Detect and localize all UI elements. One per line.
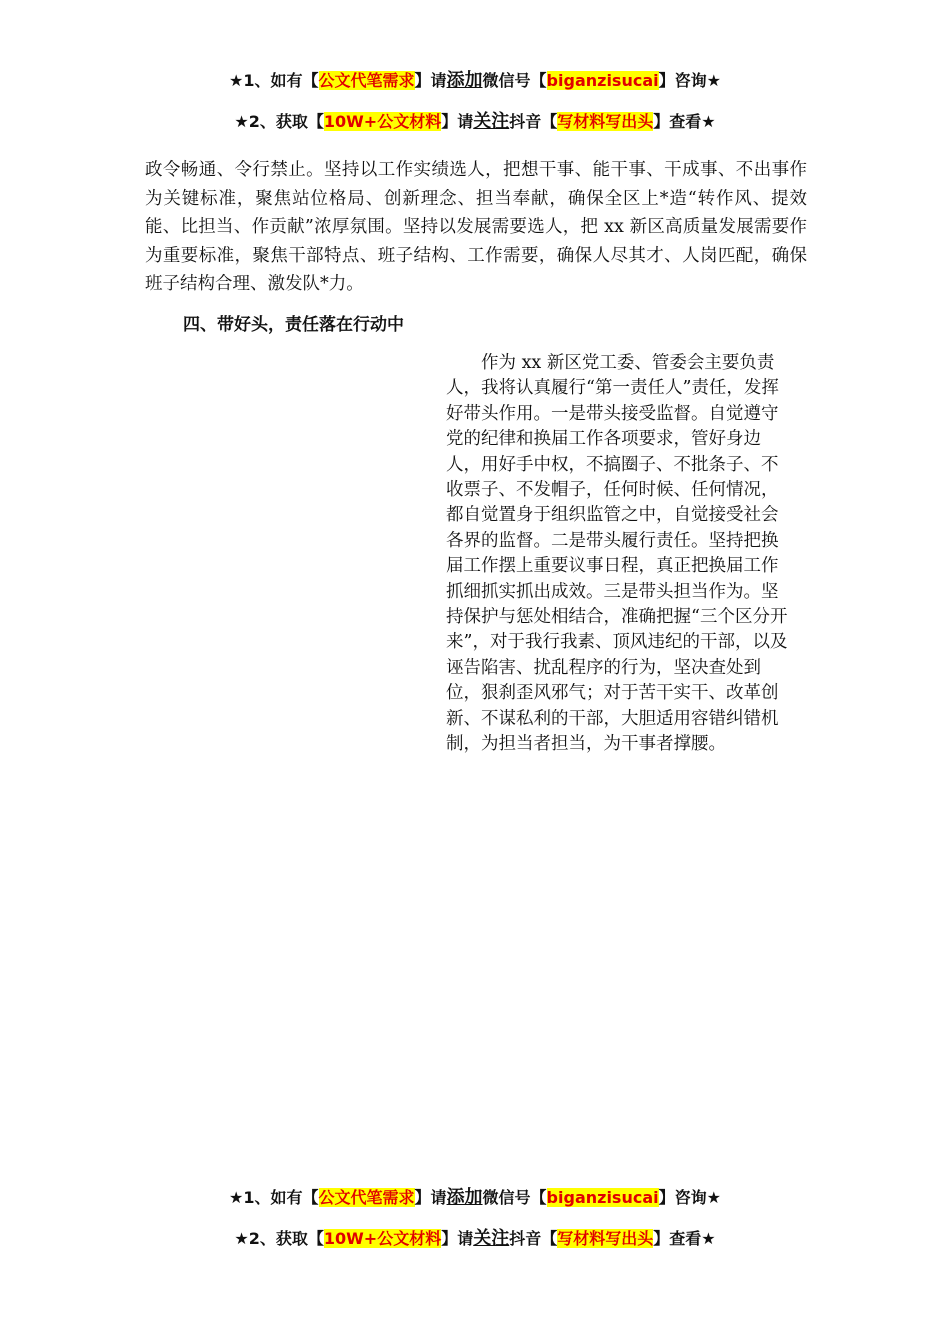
promo-text: 微信号【 — [482, 71, 547, 90]
promo-douyin-id: 写材料写出头 — [557, 1229, 654, 1248]
promo-emphasis: 关注 — [473, 1228, 510, 1249]
footer-promo-line-1 — [0, 1187, 950, 1209]
body-paragraph-2: 作为 xx 新区党工委、管委会主要负责人，我将认真履行“第一责任人”责任，发挥好带头作用。一是带头接受监督。自觉遵守党的纪律和换届工作各项要求，管好身边人，用好手中权，不搞圈子、不批条子、不收票子、不发帽子，任何时候、任何情况，都自觉置身于组织监管之中，自觉接受社会各界的监督。二是带头履行责任。坚持把换届工作摆上重要议事日程，真正把换届工作抓细抓实抓出成效。三是带头担当作为。坚持保护与惩处相结合，准确把握“三个区分开来”，对于我行我素、顶风违纪的干部，以及诬告陷害、扰乱程序的行为，坚决查处到位，狠刹歪风邪气；对于苦干实干、改革创新、不谋私利的干部，大胆适用容错纠错机制，为担当者担当，为干事者撑腰。 — [446, 353, 788, 755]
promo-suffix: 】咨询★ — [658, 1188, 721, 1207]
promo-highlight: 10W+公文材料 — [323, 1229, 442, 1248]
promo-prefix: ★2、获取【 — [234, 1229, 324, 1248]
promo-suffix: 】查看★ — [653, 1229, 716, 1248]
section-heading-4: 四、带好头，责任落在行动中 — [183, 315, 404, 335]
promo-text: 】请 — [441, 1229, 474, 1248]
promo-text: 】请 — [414, 71, 447, 90]
promo-emphasis: 关注 — [473, 111, 510, 132]
header-promo-line-1 — [0, 70, 950, 92]
promo-text: 抖音【 — [509, 1229, 558, 1248]
promo-highlight: 10W+公文材料 — [323, 112, 442, 131]
promo-prefix: ★1、如有【 — [229, 71, 319, 90]
header-promo-line-2 — [0, 111, 950, 133]
footer-promo-line-2 — [0, 1228, 950, 1250]
promo-text: 微信号【 — [482, 1188, 547, 1207]
promo-suffix: 】咨询★ — [658, 71, 721, 90]
promo-emphasis: 添加 — [446, 1187, 483, 1208]
promo-text: 】请 — [441, 112, 474, 131]
promo-highlight: 公文代笔需求 — [318, 1188, 415, 1207]
promo-text: 】请 — [414, 1188, 447, 1207]
promo-text: 抖音【 — [509, 112, 558, 131]
promo-emphasis: 添加 — [446, 70, 483, 91]
promo-douyin-id: 写材料写出头 — [557, 112, 654, 131]
promo-prefix: ★2、获取【 — [234, 112, 324, 131]
promo-prefix: ★1、如有【 — [229, 1188, 319, 1207]
body-paragraph-1: 政令畅通、令行禁止。坚持以工作实绩选人，把想干事、能干事、干成事、不出事作为关键标准，聚焦站位格局、创新理念、担当奉献，确保全区上*造“转作风、提效能、比担当、作贡献”浓厚氛围。坚持以发展需要选人，把 xx 新区高质量发展需要作为重要标准，聚焦干部特点、班子结构、工作需要，确保人尽其才、人岗匹配，确保班子结构合理、激发队*力。 — [145, 160, 807, 294]
promo-suffix: 】查看★ — [653, 112, 716, 131]
promo-highlight: 公文代笔需求 — [318, 71, 415, 90]
promo-wechat-id: biganzisucai — [546, 1188, 659, 1207]
promo-wechat-id: biganzisucai — [546, 71, 659, 90]
